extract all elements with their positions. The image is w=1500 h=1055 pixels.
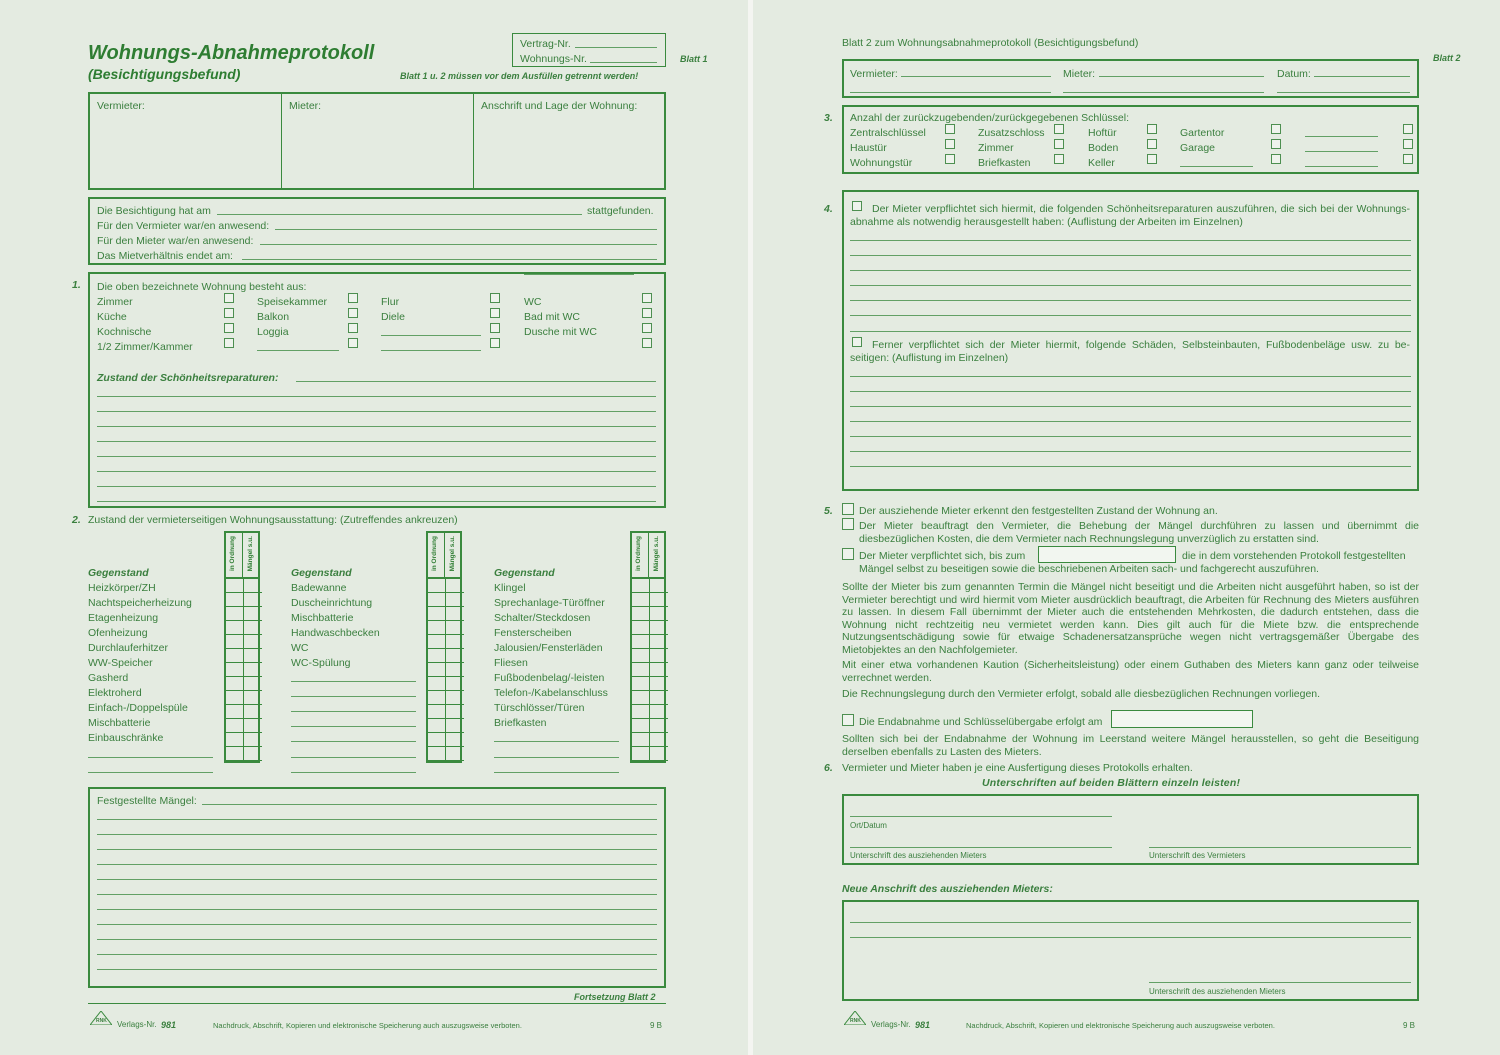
grid-cell[interactable] (428, 747, 446, 761)
grid-cell[interactable] (244, 705, 262, 719)
check-grid[interactable] (630, 577, 666, 763)
repairs-text: Der Mieter verpflichtet sich hiermit, die folgenden Schönheitsreparaturen auszuführen, die sich bei der Wohnungs-abnahme als notwendig herausgestellt haben: (Auflistung der Arbeiten im Einzelnen) (850, 203, 1410, 228)
grid-cell[interactable] (244, 733, 262, 747)
grid-cell[interactable] (632, 691, 650, 705)
deadline-input[interactable] (1038, 546, 1176, 563)
grid-cell[interactable] (650, 733, 668, 747)
grid-cell[interactable] (226, 579, 244, 593)
keys-box (842, 105, 1419, 174)
room-label: WC (524, 296, 542, 308)
key-label: Hoftür (1088, 127, 1117, 139)
in-ordnung-header: in Ordnung (229, 536, 236, 572)
clause-g: Die Endabnahme und Schlüsselübergabe erfolgt am (859, 716, 1103, 728)
check-grid[interactable] (224, 577, 260, 763)
grid-cell[interactable] (244, 677, 262, 691)
grid-cell[interactable] (632, 705, 650, 719)
clause-h: Sollten sich bei der Endabnahme der Wohnung im Leerstand weitere Mängel herausstellen, so geht die Beseitigung derselben ebenfalls zu Lasten des Mieters. (842, 733, 1419, 758)
equipment-item: Schalter/Steckdosen (494, 612, 591, 624)
vermieter-anwesend-line[interactable] (275, 229, 657, 230)
mieter-field[interactable]: Mieter: (289, 100, 322, 112)
verlag-label: Verlags-Nr. (117, 1020, 157, 1029)
maengel-header: Mängel s.u. (247, 536, 254, 572)
grid-cell[interactable] (226, 607, 244, 621)
vermieter-anwesend-label: Für den Vermieter war/en anwesend: (97, 220, 270, 232)
checkbox[interactable] (842, 714, 854, 726)
blatt-label: Blatt 2 (1433, 53, 1461, 63)
equipment-item: Sprechanlage-Türöffner (494, 597, 605, 609)
equipment-item: Einbauschränke (88, 732, 164, 744)
grid-cell[interactable] (446, 677, 464, 691)
grid-cell[interactable] (226, 649, 244, 663)
grid-cell[interactable] (428, 593, 446, 607)
maengel-header: Mängel s.u. (449, 536, 456, 572)
room-label: Dusche mit WC (524, 326, 597, 338)
vermieter-field[interactable]: Vermieter: (97, 100, 145, 112)
defects-box (88, 787, 666, 988)
grid-cell[interactable] (226, 691, 244, 705)
grid-cell[interactable] (244, 607, 262, 621)
grid-cell[interactable] (244, 579, 262, 593)
checkbox[interactable] (642, 338, 652, 348)
checkbox[interactable] (1147, 154, 1157, 164)
equipment-item: Jalousien/Fensterläden (494, 642, 603, 654)
clause-f: Die Rechnungslegung durch den Vermieter erfolgt, sobald alle diesbezüglichen Rechnungen vorliegen. (842, 688, 1321, 700)
room-label: Diele (381, 311, 405, 323)
repairs-box (842, 190, 1419, 491)
inspection-box (88, 197, 666, 265)
checkbox[interactable] (1054, 124, 1064, 134)
form-code: 9 B (1403, 1021, 1416, 1030)
checkbox[interactable] (224, 338, 234, 348)
grid-cell[interactable] (244, 719, 262, 733)
grid-cell[interactable] (428, 579, 446, 593)
key-label: Boden (1088, 142, 1119, 154)
grid-cell[interactable] (632, 607, 650, 621)
checkbox[interactable] (348, 338, 358, 348)
vertrag-label: Vertrag-Nr. (520, 38, 571, 50)
clause-b: Der Mieter beauftragt den Vermieter, die Behebung der Mängel durchführen zu lassen und übernimmt die diesbezüglichen Kosten, die dem Vermieter nach Rechnungslegung unverzüglich zu erstatten sind. (859, 520, 1419, 545)
equipment-item: WW-Speicher (88, 657, 153, 669)
clause-e: Mit einer etwa vorhandenen Kaution (Sicherheitsleistung) oder einem Guthaben des Mieters kann ganz oder teilweise verrechnet werden. (842, 659, 1419, 684)
grid-cell[interactable] (650, 663, 668, 677)
clause-c-end: die in dem vorstehenden Protokoll festgestellten (1182, 550, 1406, 562)
section-1-box (88, 272, 666, 508)
form-subtitle: (Besichtigungsbefund) (88, 66, 241, 82)
grid-cell[interactable] (446, 663, 464, 677)
checkbox[interactable] (348, 323, 358, 333)
mieter-line[interactable] (1099, 76, 1264, 77)
grid-cell[interactable] (446, 719, 464, 733)
equipment-item: Handwaschbecken (291, 627, 380, 639)
equipment-item: Elektroherd (88, 687, 142, 699)
equipment-item: Mischbatterie (291, 612, 354, 624)
form-code: 9 B (650, 1021, 663, 1030)
equipment-item: Klingel (494, 582, 526, 594)
equipment-item: Gasherd (88, 672, 129, 684)
mieter-anwesend-label: Für den Mieter war/en anwesend: (97, 235, 254, 247)
sheet-1 (0, 0, 748, 1055)
copyright-note: Nachdruck, Abschrift, Kopieren und elektronische Speicherung auch auszugsweise verboten. (966, 1021, 1275, 1030)
equipment-item: Badewanne (291, 582, 347, 594)
key-label: Zusatzschloss (978, 127, 1045, 139)
verlag-number: 981 (161, 1020, 177, 1030)
keys-heading: Anzahl der zurückzugebenden/zurückgegebenen Schlüssel: (850, 112, 1130, 124)
vermieter-line[interactable] (901, 76, 1051, 77)
grid-cell[interactable] (226, 677, 244, 691)
maengel-header: Mängel s.u. (653, 536, 660, 572)
checkbox[interactable] (945, 154, 955, 164)
grid-cell[interactable] (446, 691, 464, 705)
grid-cell[interactable] (632, 719, 650, 733)
grid-cell[interactable] (650, 649, 668, 663)
equipment-item: Mischbatterie (88, 717, 151, 729)
checkbox[interactable] (842, 503, 854, 515)
section-3-number: 3. (824, 112, 833, 124)
checkbox[interactable] (1147, 139, 1157, 149)
key-label: Garage (1180, 142, 1216, 154)
grid-cell[interactable] (428, 733, 446, 747)
equipment-item: Nachtspeicherheizung (88, 597, 192, 609)
checkbox[interactable] (842, 548, 854, 560)
room-label: Balkon (257, 311, 290, 323)
checkbox[interactable] (1271, 154, 1281, 164)
grid-cell[interactable] (650, 621, 668, 635)
grid-cell[interactable] (632, 579, 650, 593)
section-6-number: 6. (824, 762, 833, 774)
checkbox[interactable] (642, 323, 652, 333)
equipment-item: Heizkörper/ZH (88, 582, 156, 594)
grid-cell[interactable] (650, 691, 668, 705)
datum-line[interactable] (1314, 76, 1410, 77)
grid-cell[interactable] (428, 705, 446, 719)
checkbox[interactable] (1403, 139, 1413, 149)
mietverhaeltnis-label: Das Mietverhältnis endet am: (97, 250, 233, 262)
grid-cell[interactable] (244, 593, 262, 607)
checkbox[interactable] (1271, 124, 1281, 134)
header-cells (426, 531, 462, 577)
grid-cell[interactable] (632, 747, 650, 761)
room-label: Kochnische (97, 326, 152, 338)
grid-cell[interactable] (446, 635, 464, 649)
copies-text: Vermieter und Mieter haben je eine Ausfertigung dieses Protokolls erhalten. (842, 762, 1193, 774)
grid-cell[interactable] (244, 747, 262, 761)
grid-cell[interactable] (244, 663, 262, 677)
grid-cell[interactable] (650, 593, 668, 607)
grid-cell[interactable] (226, 705, 244, 719)
checkbox[interactable] (1147, 124, 1157, 134)
form-title: Wohnungs-Abnahmeprotokoll (88, 42, 375, 64)
address-line[interactable] (850, 922, 1411, 923)
section-4-number: 4. (824, 203, 833, 215)
equipment-item: Fußbodenbelag/-leisten (494, 672, 605, 684)
grid-cell[interactable] (244, 691, 262, 705)
checkbox[interactable] (224, 323, 234, 333)
grid-cell[interactable] (632, 663, 650, 677)
room-label: Loggia (257, 326, 289, 338)
grid-cell[interactable] (428, 607, 446, 621)
section-2-number: 2. (72, 514, 81, 526)
grid-cell[interactable] (428, 635, 446, 649)
in-ordnung-header: in Ordnung (431, 536, 438, 572)
key-label: Haustür (850, 142, 887, 154)
rooms-intro: Die oben bezeichnete Wohnung besteht aus: (97, 281, 307, 293)
checkbox[interactable] (490, 323, 500, 333)
key-label: Zimmer (978, 142, 1014, 154)
mieter-anwesend-line[interactable] (260, 244, 657, 245)
grid-cell[interactable] (244, 621, 262, 635)
grid-cell[interactable] (650, 719, 668, 733)
anschrift-field[interactable]: Anschrift und Lage der Wohnung: (481, 100, 638, 112)
grid-cell[interactable] (446, 579, 464, 593)
parties-box-2 (842, 59, 1419, 98)
equipment-item: Fliesen (494, 657, 528, 669)
checkbox[interactable] (1403, 154, 1413, 164)
clause-a: Der ausziehende Mieter erkennt den festgestellten Zustand der Wohnung an. (859, 505, 1218, 517)
gegenstand-header: Gegenstand (494, 567, 555, 579)
header-cells (224, 531, 260, 577)
key-label: Keller (1088, 157, 1115, 169)
publisher-logo-text: RNK (96, 1018, 107, 1024)
clause-c-cont: Mängel selbst zu beseitigen sowie die beschriebenen Arbeiten sach- und fachgerecht auszuführen. (859, 563, 1319, 575)
fortsetzung-label: Fortsetzung Blatt 2 (574, 992, 656, 1002)
section-2-heading: Zustand der vermieterseitigen Wohnungsausstattung: (Zutreffendes ankreuzen) (88, 514, 458, 526)
grid-cell[interactable] (428, 663, 446, 677)
grid-cell[interactable] (226, 719, 244, 733)
parties-box (88, 92, 666, 190)
publisher-logo-text: RNK (850, 1018, 861, 1024)
checkbox[interactable] (945, 124, 955, 134)
grid-cell[interactable] (428, 719, 446, 733)
grid-cell[interactable] (226, 747, 244, 761)
grid-cell[interactable] (428, 677, 446, 691)
new-address-box (842, 900, 1419, 1001)
header-cells (630, 531, 666, 577)
equipment-item: Einfach-/Doppelspüle (88, 702, 188, 714)
room-label: 1/2 Zimmer/Kammer (97, 341, 193, 353)
equipment-item: Fensterscheiben (494, 627, 572, 639)
equipment-item: WC (291, 642, 309, 654)
verlag-label: Verlags-Nr. (871, 1020, 911, 1029)
grid-cell[interactable] (428, 649, 446, 663)
checkbox[interactable] (224, 308, 234, 318)
grid-cell[interactable] (446, 593, 464, 607)
equipment-item: Etagenheizung (88, 612, 159, 624)
equipment-item: WC-Spülung (291, 657, 351, 669)
checkbox[interactable] (642, 293, 652, 303)
grid-cell[interactable] (650, 677, 668, 691)
grid-cell[interactable] (446, 649, 464, 663)
copyright-note: Nachdruck, Abschrift, Kopieren und elektronische Speicherung auch auszugsweise verboten. (213, 1021, 522, 1030)
checkbox[interactable] (224, 293, 234, 303)
ort-datum-line[interactable] (850, 816, 1112, 817)
grid-cell[interactable] (226, 663, 244, 677)
checkbox[interactable] (348, 293, 358, 303)
gegenstand-header: Gegenstand (291, 567, 352, 579)
grid-cell[interactable] (244, 635, 262, 649)
signature-box (842, 794, 1419, 865)
key-label: Gartentor (1180, 127, 1225, 139)
equipment-item: Duscheinrichtung (291, 597, 373, 609)
sheet-2-header: Blatt 2 zum Wohnungsabnahmeprotokoll (Besichtigungsbefund) (842, 37, 1139, 49)
clause-c-start: Der Mieter verpflichtet sich, bis zum (859, 550, 1026, 562)
separate-note: Blatt 1 u. 2 müssen vor dem Ausfüllen getrennt werden! (400, 71, 639, 81)
sheet-2 (753, 0, 1500, 1055)
checkbox[interactable] (842, 518, 854, 530)
verlag-number: 981 (915, 1020, 931, 1030)
checkbox[interactable] (945, 139, 955, 149)
key-label: Wohnungstür (850, 157, 913, 169)
mietverhaeltnis-line[interactable] (242, 259, 657, 260)
section-1-number: 1. (72, 279, 81, 291)
checkbox[interactable] (490, 308, 500, 318)
sig-mieter2-label: Unterschrift des ausziehenden Mieters (1149, 987, 1286, 996)
checkbox[interactable] (348, 308, 358, 318)
new-address-heading: Neue Anschrift des ausziehenden Mieters: (842, 883, 1053, 895)
grid-cell[interactable] (632, 635, 650, 649)
grid-cell[interactable] (650, 579, 668, 593)
sig-mieter-label: Unterschrift des ausziehenden Mieters (850, 851, 987, 860)
room-label: Speisekammer (257, 296, 328, 308)
vermieter-label: Vermieter: (850, 68, 898, 80)
sig-mieter-line[interactable] (850, 847, 1112, 848)
room-label: Zimmer (97, 296, 133, 308)
grid-cell[interactable] (650, 607, 668, 621)
ort-datum-label: Ort/Datum (850, 821, 887, 830)
sig-vermieter-line[interactable] (1149, 847, 1411, 848)
key-label: Briefkasten (978, 157, 1031, 169)
grid-cell[interactable] (428, 621, 446, 635)
room-label: Küche (97, 311, 127, 323)
grid-cell[interactable] (446, 747, 464, 761)
equipment-item: Briefkasten (494, 717, 547, 729)
blatt-label: Blatt 1 (680, 54, 708, 64)
gegenstand-header: Gegenstand (88, 567, 149, 579)
grid-cell[interactable] (226, 733, 244, 747)
grid-cell[interactable] (632, 649, 650, 663)
grid-cell[interactable] (226, 635, 244, 649)
checkbox[interactable] (642, 308, 652, 318)
besichtigung-label: Die Besichtigung hat am (97, 205, 211, 217)
stattgefunden-label: stattgefunden. (587, 205, 654, 217)
checkbox[interactable] (1271, 139, 1281, 149)
grid-cell[interactable] (446, 621, 464, 635)
datum-label: Datum: (1277, 68, 1311, 80)
equipment-item: Durchlauferhitzer (88, 642, 168, 654)
address-line[interactable] (850, 937, 1411, 938)
grid-cell[interactable] (428, 691, 446, 705)
checkbox[interactable] (490, 293, 500, 303)
key-label: Zentralschlüssel (850, 127, 926, 139)
clause-d: Sollte der Mieter bis zum genannten Termin die Mängel nicht beseitigt und die Arbeiten nicht ausgeführt haben, so ist der Vermieter berechtigt und wird hiermit vom Mieter ausdrücklich beauftragt, die Arbeiten für Rechnung des Mieters ausführen zu lassen. In diesem Fall übernimmt der Mieter auch die entstehenden Mehrkosten, die dadurch entstehen, dass die Wohnung nicht rechtzeitig neu vermietet werden kann. Dies gilt auch für die Miete bzw. die entsprechende Nutzungsentschädigung sowie für etwaige Schadenersatzansprüche wegen nicht vertragsgemäßer Übergabe des Mietobjektes an den Nachfolgemieter. (842, 581, 1419, 656)
grid-cell[interactable] (650, 747, 668, 761)
grid-cell[interactable] (446, 705, 464, 719)
grid-cell[interactable] (632, 621, 650, 635)
checkbox[interactable] (1054, 154, 1064, 164)
equipment-item: Türschlösser/Türen (494, 702, 585, 714)
damages-text: Ferner verpflichtet sich der Mieter hiermit, folgende Schäden, Selbsteinbauten, Fußbodenbeläge usw. zu be-seitigen: (Auflistung im Einzelnen) (850, 339, 1410, 364)
checkbox[interactable] (1403, 124, 1413, 134)
maengel-label: Festgestellte Mängel: (97, 795, 197, 807)
contract-box (512, 33, 666, 67)
besichtigung-date-line[interactable] (217, 214, 582, 215)
grid-cell[interactable] (446, 733, 464, 747)
section-5-number: 5. (824, 505, 833, 517)
grid-cell[interactable] (632, 593, 650, 607)
grid-cell[interactable] (650, 705, 668, 719)
grid-cell[interactable] (650, 635, 668, 649)
wohnungs-label: Wohnungs-Nr. (520, 53, 587, 65)
mieter-label: Mieter: (1063, 68, 1096, 80)
handover-date-input[interactable] (1111, 710, 1253, 728)
grid-cell[interactable] (226, 593, 244, 607)
checkbox[interactable] (490, 338, 500, 348)
equipment-item: Telefon-/Kabelanschluss (494, 687, 608, 699)
grid-cell[interactable] (632, 733, 650, 747)
check-grid[interactable] (426, 577, 462, 763)
grid-cell[interactable] (226, 621, 244, 635)
grid-cell[interactable] (632, 677, 650, 691)
sig-mieter2-line[interactable] (1149, 982, 1411, 983)
sig-vermieter-label: Unterschrift des Vermieters (1149, 851, 1246, 860)
grid-cell[interactable] (244, 649, 262, 663)
room-label: Bad mit WC (524, 311, 581, 323)
checkbox[interactable] (1054, 139, 1064, 149)
grid-cell[interactable] (446, 607, 464, 621)
in-ordnung-header: in Ordnung (635, 536, 642, 572)
zustand-label: Zustand der Schönheitsreparaturen: (97, 372, 279, 384)
room-label: Flur (381, 296, 400, 308)
signatures-heading: Unterschriften auf beiden Blättern einzeln leisten! (982, 777, 1241, 789)
equipment-item: Ofenheizung (88, 627, 148, 639)
